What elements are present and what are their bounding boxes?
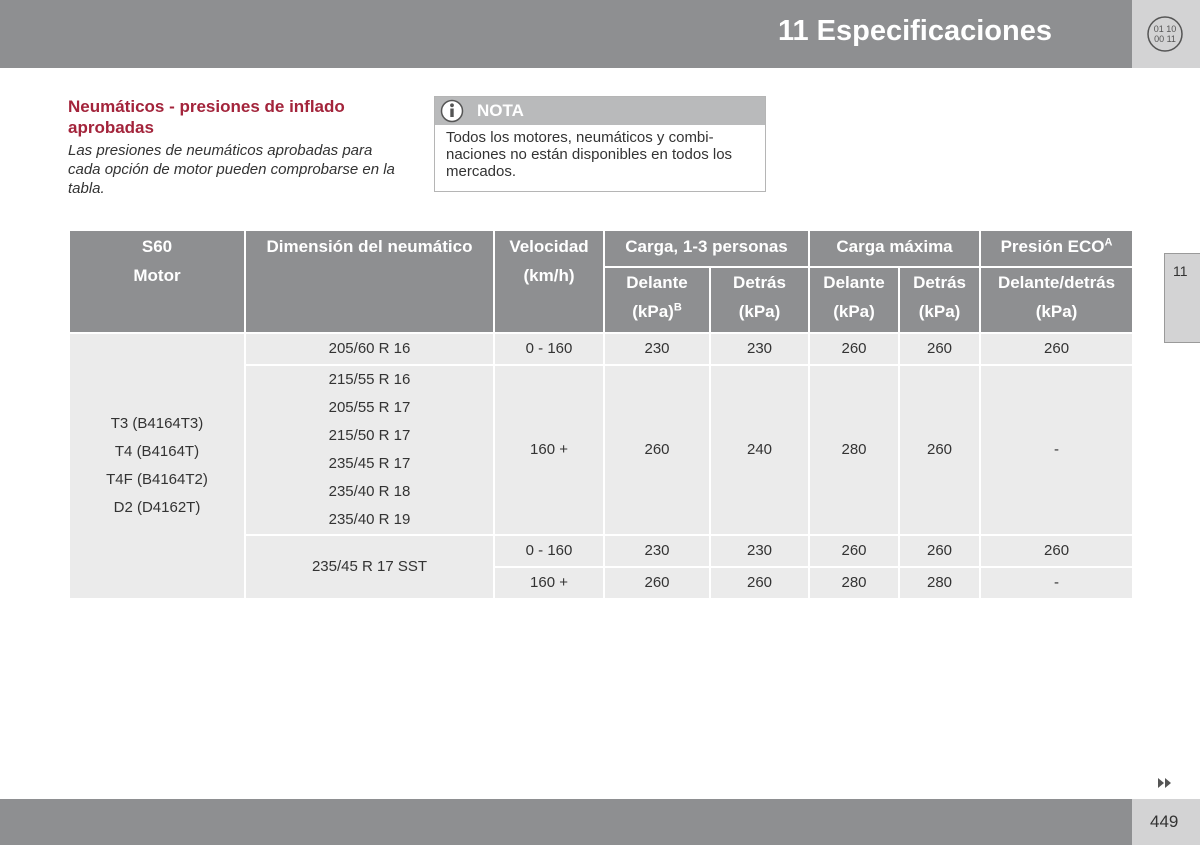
specifications-chapter-icon <box>1147 16 1183 52</box>
eco-cell: - <box>980 567 1133 599</box>
load-front-cell: 230 <box>604 535 710 567</box>
table-row <box>69 333 1133 365</box>
load-front-cell: 230 <box>604 333 710 365</box>
subheader-max-front <box>809 267 899 333</box>
speed-cell: 160 + <box>494 365 604 535</box>
header-model: S60 <box>141 237 173 256</box>
subheader-eco-front-rear <box>980 267 1133 333</box>
tire-item: 235/40 R 19 <box>328 511 411 528</box>
footer-bar <box>0 799 1132 845</box>
tire-item: 205/55 R 17 <box>328 399 411 416</box>
chapter-side-tab-label: 11 <box>1173 263 1188 279</box>
eco-cell: - <box>980 365 1133 535</box>
section-title: Neumáticos - presiones de inflado aprobadas <box>68 97 345 137</box>
tire-pressure-table <box>68 229 1134 600</box>
note-header <box>435 97 765 125</box>
tire-item: 215/50 R 17 <box>328 427 411 444</box>
subheader-max-front-unit: (kPa) <box>833 302 875 321</box>
header-speed <box>494 230 604 333</box>
header-bar <box>0 0 1132 68</box>
max-rear-cell: 280 <box>899 567 980 599</box>
subheader-eco-unit: (kPa) <box>1035 302 1078 321</box>
subheader-eco-label: Delante/detrás <box>997 273 1116 292</box>
info-icon <box>440 99 464 123</box>
subheader-max-front-label: Delante <box>823 273 885 292</box>
max-rear-cell: 260 <box>899 535 980 567</box>
eco-cell: 260 <box>980 535 1133 567</box>
chapter-title: 11 Especificaciones <box>777 15 1052 47</box>
next-page-arrows-icon[interactable] <box>1158 777 1172 789</box>
tire-item: 235/45 R 17 <box>328 455 411 472</box>
engine-item: T4F (B4164T2) <box>106 471 208 488</box>
header-engine: Motor <box>133 266 181 285</box>
header-model-engine <box>69 230 245 333</box>
speed-cell: 160 + <box>494 567 604 599</box>
chapter-side-tab[interactable] <box>1164 253 1200 343</box>
unit-footnote: B <box>673 301 682 314</box>
tire-cell: 235/45 R 17 SST <box>245 535 494 599</box>
load-rear-cell: 240 <box>710 365 809 535</box>
subheader-load-rear-unit: (kPa) <box>738 302 781 321</box>
eco-cell: 260 <box>980 333 1133 365</box>
load-rear-cell: 260 <box>710 567 809 599</box>
subheader-load-rear-label: Detrás <box>733 273 786 292</box>
load-front-cell: 260 <box>604 365 710 535</box>
svg-text:01 10: 01 10 <box>1153 24 1177 34</box>
max-rear-cell: 260 <box>899 365 980 535</box>
engine-cell <box>69 333 245 599</box>
header-load-1-3: Carga, 1-3 personas <box>604 230 809 267</box>
svg-text:00 11: 00 11 <box>1154 34 1176 44</box>
table-header-row <box>69 230 1133 267</box>
note-box <box>434 96 766 192</box>
page-number: 449 <box>1150 812 1179 831</box>
subheader-max-rear <box>899 267 980 333</box>
header-speed-label: Velocidad <box>509 237 589 256</box>
subheader-max-rear-label: Detrás <box>913 273 966 292</box>
max-front-cell: 280 <box>809 365 899 535</box>
speed-cell: 0 - 160 <box>494 333 604 365</box>
max-front-cell: 280 <box>809 567 899 599</box>
max-front-cell: 260 <box>809 535 899 567</box>
tire-cell <box>245 365 494 535</box>
subheader-max-rear-unit: (kPa) <box>918 302 961 321</box>
header-eco-label: Presión ECO <box>1000 237 1105 256</box>
header-max-load: Carga máxima <box>809 230 980 267</box>
load-front-cell: 260 <box>604 567 710 599</box>
header-eco-pressure <box>980 230 1133 267</box>
engine-item: T4 (B4164T) <box>114 443 200 460</box>
subheader-load-front <box>604 267 710 333</box>
subheader-load-front-label: Delante <box>626 273 688 292</box>
tire-item: 215/55 R 16 <box>328 371 411 388</box>
header-eco-footnote: A <box>1104 236 1113 249</box>
load-rear-cell: 230 <box>710 535 809 567</box>
engine-item: T3 (B4164T3) <box>110 415 204 432</box>
max-front-cell: 260 <box>809 333 899 365</box>
tire-cell: 205/60 R 16 <box>245 333 494 365</box>
engine-item: D2 (D4162T) <box>113 499 201 516</box>
load-rear-cell: 230 <box>710 333 809 365</box>
section-intro: Las presiones de neumáticos aprobadas para cada opción de motor pueden comprobarse en la tabla. <box>68 142 395 197</box>
max-rear-cell: 260 <box>899 333 980 365</box>
header-tire-size: Dimensión del neumático <box>245 230 494 333</box>
speed-cell: 0 - 160 <box>494 535 604 567</box>
tire-item: 235/40 R 18 <box>328 483 411 500</box>
header-speed-unit: (km/h) <box>523 266 575 285</box>
subheader-load-rear <box>710 267 809 333</box>
note-label: NOTA <box>477 101 524 120</box>
note-text: Todos los motores, neumáticos y combi- naciones no están disponibles en todos los mercados. <box>446 129 733 180</box>
subheader-load-front-unit: (kPa)$^B$ <box>632 301 682 321</box>
